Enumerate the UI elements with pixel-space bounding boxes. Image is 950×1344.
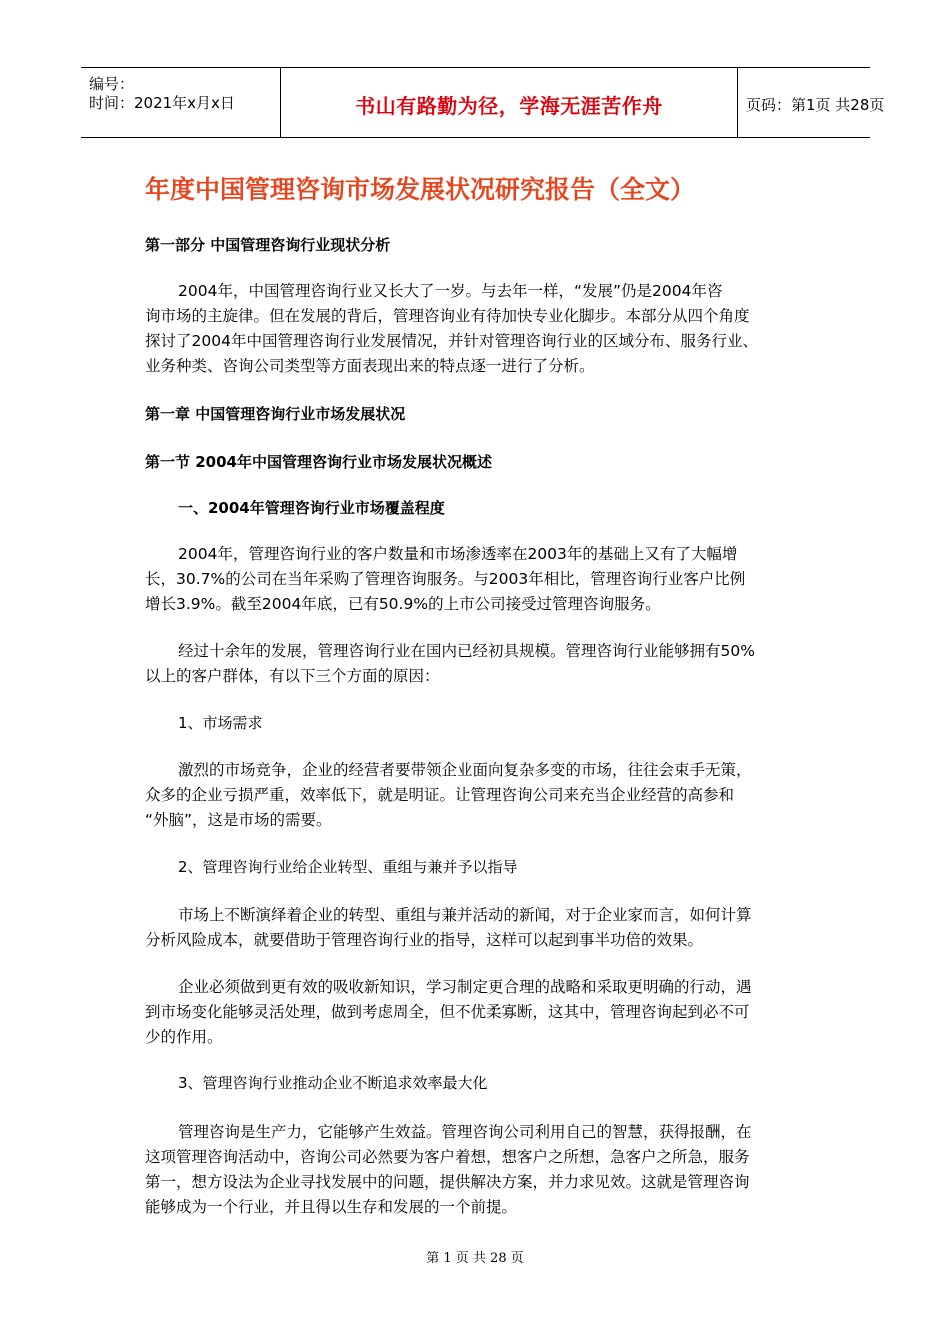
paragraph-line: 众多的企业亏损严重，效率低下，就是明证。让管理咨询公司来充当企业经营的高参和 (145, 786, 735, 804)
paragraph-line: 企业必须做到更有效的吸收新知识，学习制定更合理的战略和采取更明确的行动，遇 (178, 978, 752, 996)
paragraph-market-demand (145, 758, 817, 833)
paragraph-line: 业务种类、咨询公司类型等方面表现出来的特点逐一进行了分析。 (145, 357, 595, 375)
paragraph-line: 管理咨询是生产力，它能够产生效益。管理咨询公司利用自己的智慧，获得报酬，在 (178, 1123, 752, 1141)
reason-item-2: 2、管理咨询行业给企业转型、重组与兼并予以指导 (178, 858, 518, 876)
subsection-heading: 一、2004年管理咨询行业市场覆盖程度 (178, 499, 445, 517)
part-heading: 第一部分 中国管理咨询行业现状分析 (145, 236, 391, 254)
section-heading: 第一节 2004年中国管理咨询行业市场发展状况概述 (145, 453, 492, 471)
paragraph-line: 市场上不断演绎着企业的转型、重组与兼并活动的新闻，对于企业家而言，如何计算 (178, 906, 752, 924)
document-title: 年度中国管理咨询市场发展状况研究报告（全文） (145, 175, 696, 204)
reason-item-3: 3、管理咨询行业推动企业不断追求效率最大化 (178, 1074, 488, 1092)
paragraph-line: 2004年，管理咨询行业的客户数量和市场渗透率在2003年的基础上又有了大幅增 (178, 545, 738, 563)
document-header (81, 67, 885, 138)
paragraph-knowledge (145, 975, 817, 1050)
header-right-cell (738, 68, 885, 137)
paragraph-line: 以上的客户群体，有以下三个方面的原因： (145, 667, 440, 685)
paragraph-line: “外脑”，这是市场的需要。 (145, 811, 332, 829)
header-page-number: 页码：第1页 共28页 (746, 96, 885, 114)
paragraph-line: 分析风险成本，就要借助于管理咨询行业的指导，这样可以起到事半功倍的效果。 (145, 931, 704, 949)
paragraph-line: 到市场变化能够灵活处理，做到考虑周全，但不优柔寡断，这其中，管理咨询起到必不可 (145, 1003, 750, 1021)
paragraph-line: 少的作用。 (145, 1028, 223, 1046)
paragraph-productivity (145, 1120, 817, 1220)
paragraph-line: 这项管理咨询活动中，咨询公司必然要为客户着想，想客户之所想，急客户之所急，服务 (145, 1148, 750, 1166)
reason-item-1: 1、市场需求 (178, 714, 263, 732)
header-motto: 书山有路勤为径，学海无涯苦作舟 (355, 94, 663, 118)
paragraph-line: 激烈的市场竞争，企业的经营者要带领企业面向复杂多变的市场，往往会束手无策， (178, 761, 752, 779)
paragraph-coverage (145, 542, 817, 617)
document-number: 编号： (89, 75, 135, 93)
paragraph-line: 第一，想方设法为企业寻找发展中的问题，提供解决方案，并力求见效。这就是管理咨询 (145, 1173, 750, 1191)
paragraph-restructuring (145, 903, 817, 953)
document-date: 时间：2021年x月x日 (89, 94, 235, 112)
paragraph-scale (145, 639, 817, 689)
paragraph-line: 增长3.9%。截至2004年底，已有50.9%的上市公司接受过管理咨询服务。 (145, 595, 661, 613)
header-left-cell (81, 68, 281, 137)
header-center-cell (281, 68, 738, 137)
paragraph-line: 询市场的主旋律。但在发展的背后，管理咨询业有待加快专业化脚步。本部分从四个角度 (145, 307, 750, 325)
page-footer: 第 1 页 共 28 页 (426, 1251, 524, 1266)
paragraph-line: 探讨了2004年中国管理咨询行业发展情况，并针对管理咨询行业的区域分布、服务行业、 (145, 332, 758, 350)
chapter-heading: 第一章 中国管理咨询行业市场发展状况 (145, 405, 406, 423)
paragraph-line: 2004年，中国管理咨询行业又长大了一岁。与去年一样，“发展”仍是2004年咨 (178, 282, 723, 300)
paragraph-intro (145, 279, 817, 379)
paragraph-line: 能够成为一个行业，并且得以生存和发展的一个前提。 (145, 1198, 518, 1216)
paragraph-line: 长，30.7%的公司在当年采购了管理咨询服务。与2003年相比，管理咨询行业客户比例 (145, 570, 746, 588)
paragraph-line: 经过十余年的发展，管理咨询行业在国内已经初具规模。管理咨询行业能够拥有50% (178, 642, 755, 660)
